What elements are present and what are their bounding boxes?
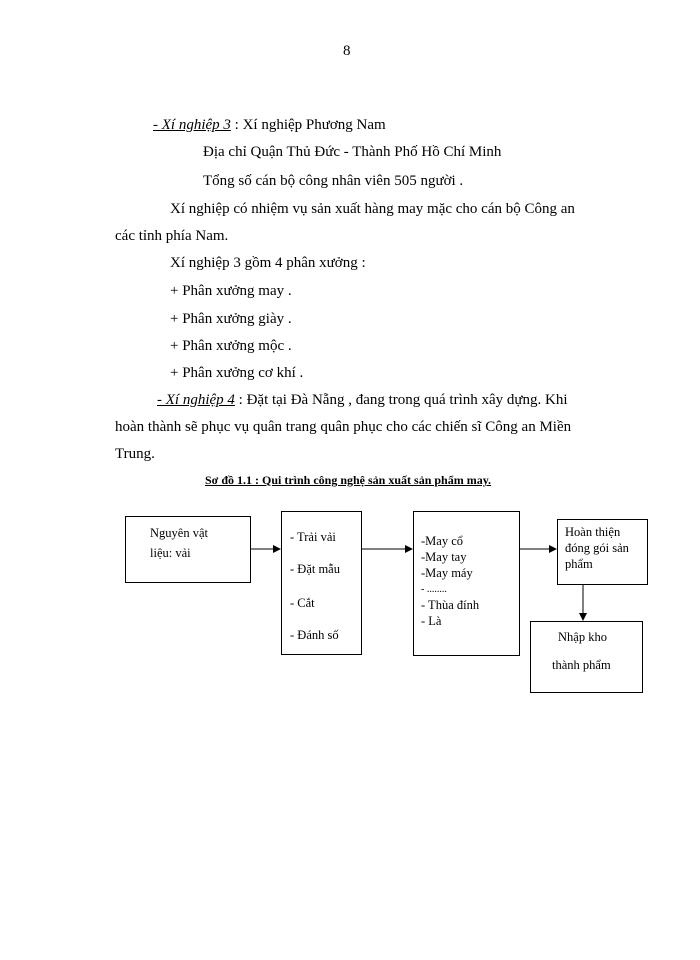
sewing-step: -May cổ xyxy=(421,534,463,548)
finishing-line: đóng gói sản xyxy=(565,541,629,555)
raw-material-line: Nguyên vật xyxy=(150,526,208,540)
warehouse-line: thành phẩm xyxy=(552,658,611,672)
section4-line2: hoàn thành sẽ phục vụ quân trang quân phục cho các chiến sĩ Công an Miền xyxy=(115,419,572,435)
sewing-step: - Thùa đính xyxy=(421,598,480,612)
section3-duty-line2: các tỉnh phía Nam. xyxy=(115,228,229,244)
section4-label: - Xí nghiệp 4 xyxy=(157,392,235,408)
diagram-caption: Sơ đồ 1.1 : Qui trình công nghệ sản xuất sản phẩm may. xyxy=(205,473,492,487)
raw-material-line: liệu: vải xyxy=(150,546,191,560)
section3-label: - Xí nghiệp 3 xyxy=(153,117,231,133)
warehouse-box xyxy=(530,621,643,693)
section3-address: Địa chỉ Quận Thủ Đức - Thành Phố Hồ Chí Minh xyxy=(203,144,502,160)
cutting-step: - Đặt mẫu xyxy=(290,562,340,576)
workshop-item: + Phân xưởng may . xyxy=(170,283,292,299)
cutting-steps-box xyxy=(281,511,362,655)
sewing-step: -May tay xyxy=(421,550,467,564)
section4-line3: Trung. xyxy=(115,446,155,462)
section3-workshops-intro: Xí nghiệp 3 gồm 4 phân xưởng : xyxy=(170,255,366,271)
workshop-item: + Phân xưởng mộc . xyxy=(170,338,292,354)
page-number: 8 xyxy=(343,43,351,59)
cutting-step: - Đánh số xyxy=(290,628,339,642)
finishing-line: Hoàn thiện xyxy=(565,525,621,539)
section4-line1: : Đặt tại Đà Nẵng , đang trong quá trình xây dựng. Khi xyxy=(238,392,568,408)
section3-staff: Tổng số cán bộ công nhân viên 505 người . xyxy=(203,173,464,189)
section3-duty-line1: Xí nghiệp có nhiệm vụ sản xuất hàng may mặc cho cán bộ Công an xyxy=(170,201,575,217)
finishing-box xyxy=(557,519,648,585)
workshop-item: + Phân xưởng cơ khí . xyxy=(170,365,304,381)
sewing-step: -May máy xyxy=(421,566,473,580)
cutting-step: - Trải vải xyxy=(290,530,336,544)
raw-material-box xyxy=(125,516,251,583)
workshop-item: + Phân xưởng giày . xyxy=(170,311,292,327)
sewing-step: - ........ xyxy=(421,584,447,595)
cutting-step: - Cắt xyxy=(290,596,315,610)
sewing-step: - Là xyxy=(421,614,442,628)
sewing-steps-box xyxy=(413,511,520,656)
finishing-line: phẩm xyxy=(565,557,593,571)
warehouse-line: Nhập kho xyxy=(558,630,607,644)
section3-title: : Xí nghiệp Phương Nam xyxy=(234,117,386,133)
